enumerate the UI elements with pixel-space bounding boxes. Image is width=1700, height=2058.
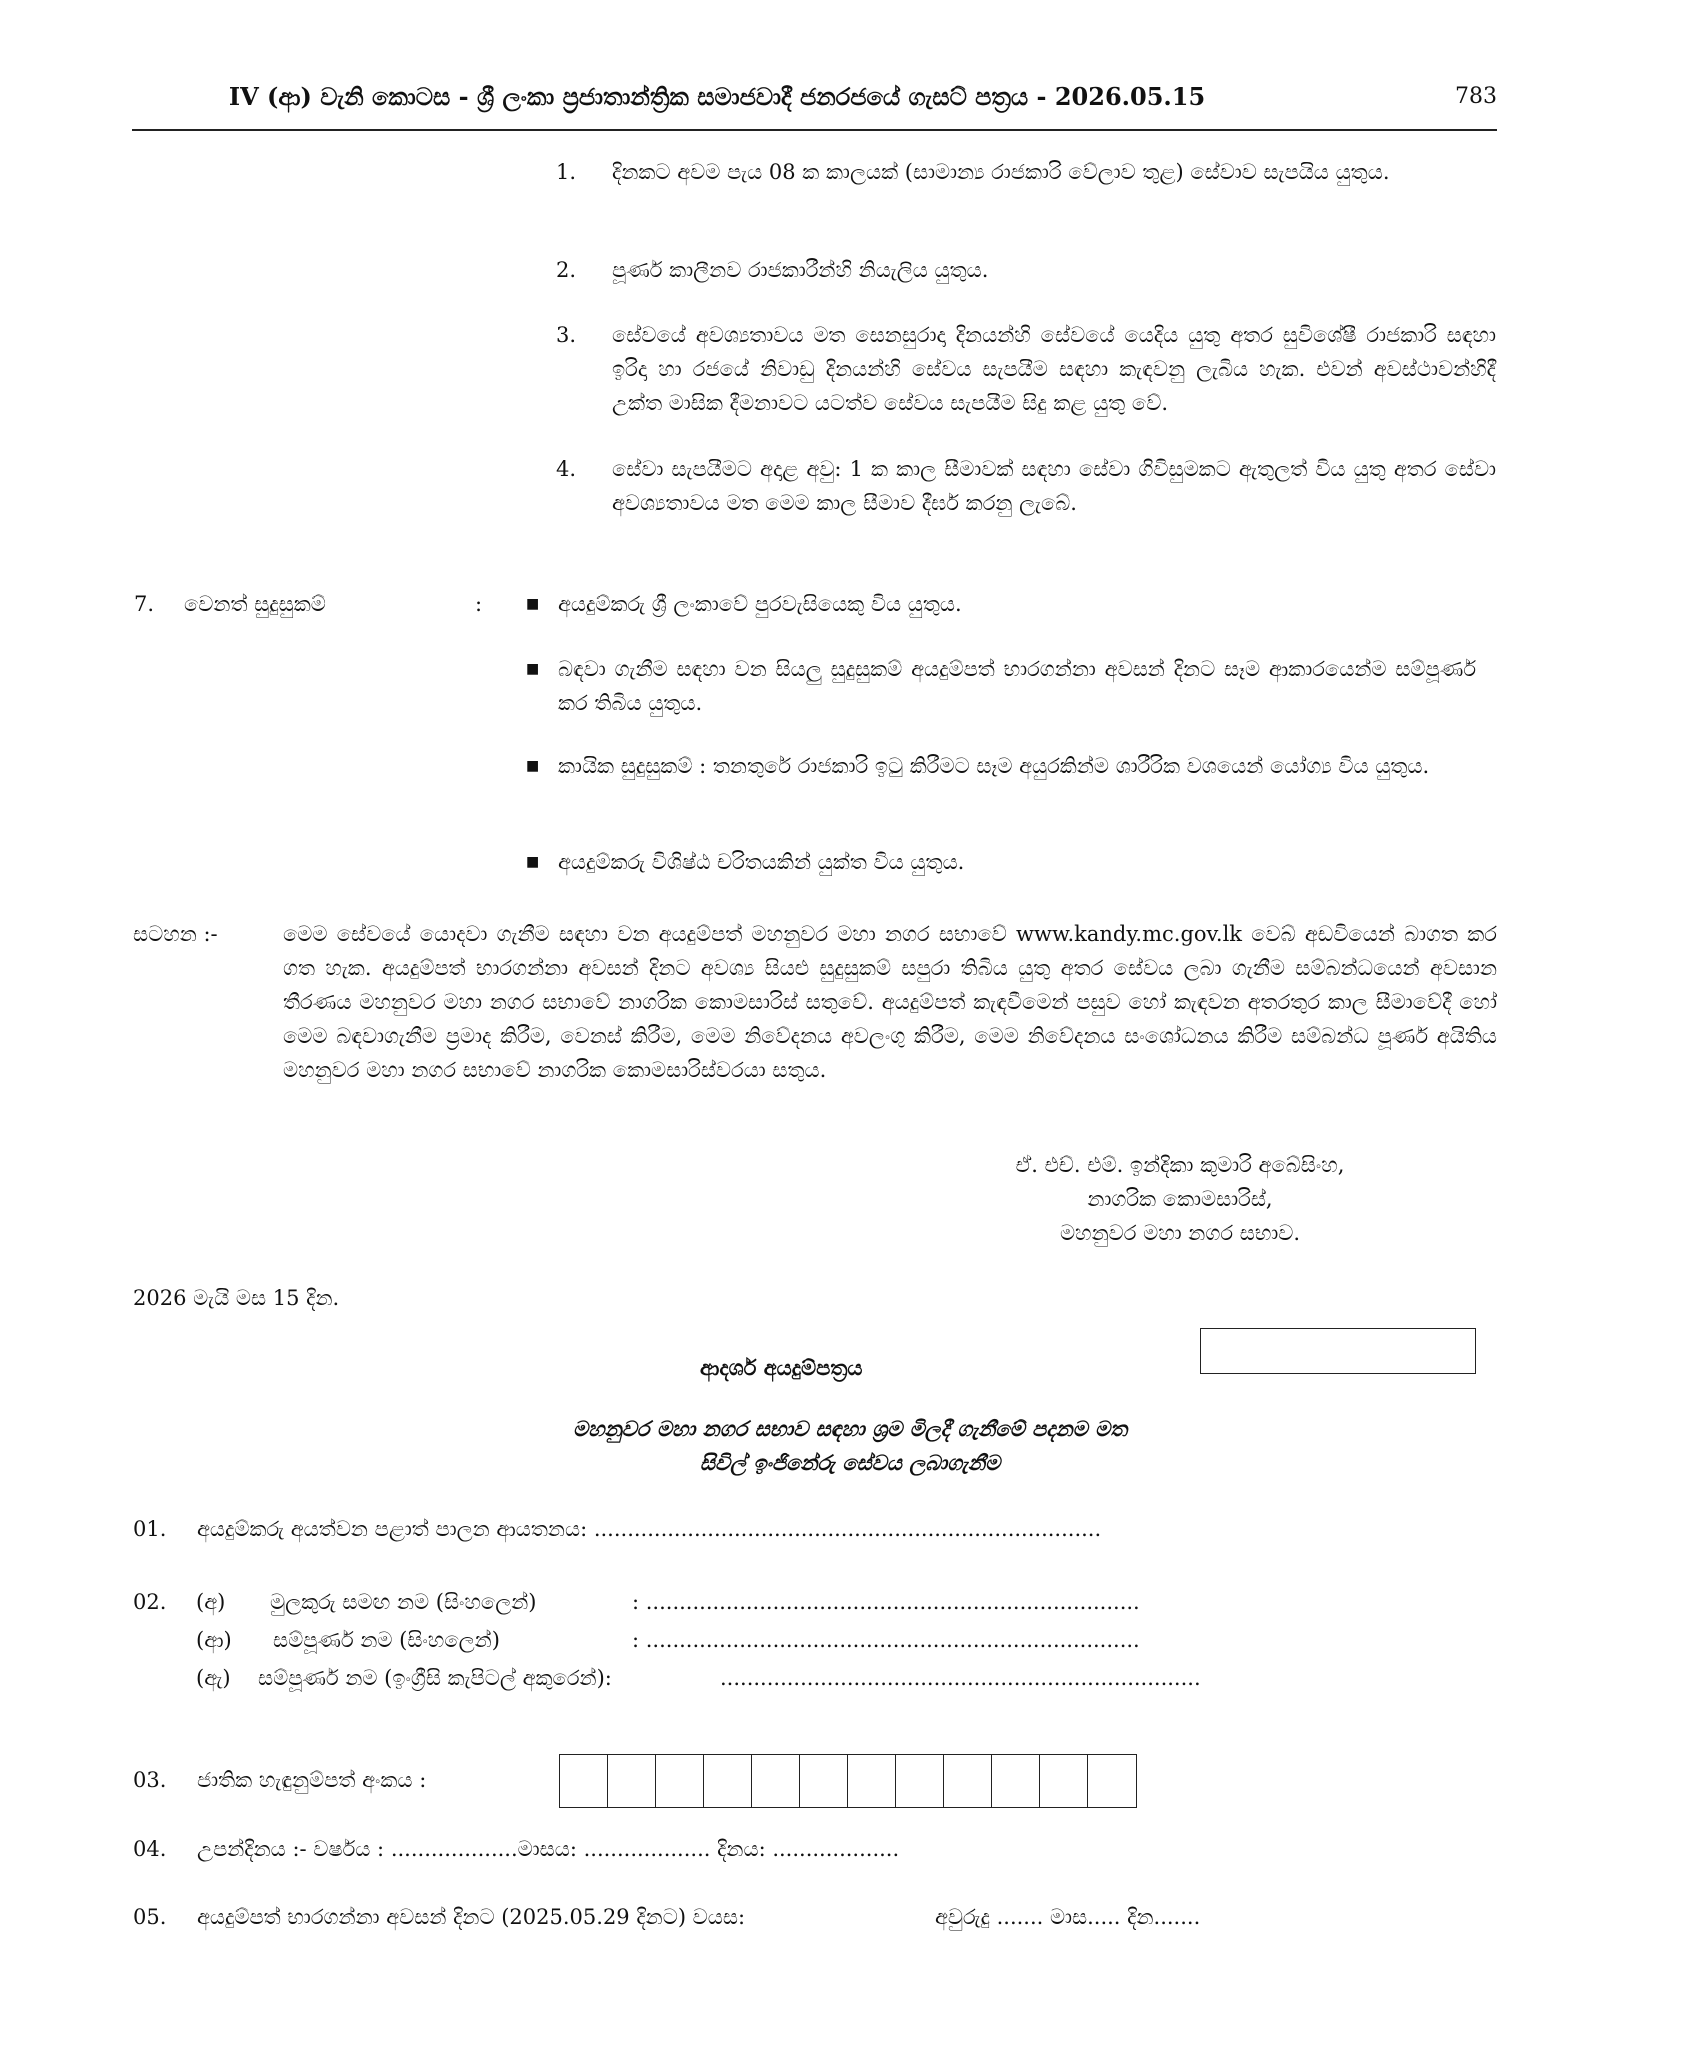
sub-item-letter: (ඇ) bbox=[196, 1666, 231, 1690]
qualification-text: අයදුම්කරු විශිෂ්ඨ චරිතයකින් යුක්ත විය යුතුය. bbox=[558, 850, 965, 874]
full-name-english-label: සම්පූර්ණ නම (ඉංග්‍රීසි කැපිටල් අකුරෙන්): bbox=[258, 1666, 612, 1690]
condition-number: 1. bbox=[556, 160, 577, 184]
condition-item bbox=[556, 155, 1496, 189]
name-with-initials-label: මුලකුරු සමඟ නම (සිංහලෙන්) bbox=[270, 1590, 537, 1614]
sub-item-letter: (ආ) bbox=[196, 1628, 232, 1652]
nic-digit-box[interactable] bbox=[560, 1755, 608, 1807]
question-number: 02. bbox=[133, 1590, 167, 1614]
section7-label: වෙනත් සුදුසුකම් bbox=[184, 592, 326, 616]
nic-number-boxes[interactable] bbox=[559, 1754, 1137, 1808]
nic-digit-box[interactable] bbox=[800, 1755, 848, 1807]
form-subtitle: මහනුවර මහා නගර සභාව සඳහා ශ්‍රම මිලදී ගැනීමේ පදනම මත bbox=[572, 1416, 1128, 1441]
qualification-text: කායික සුදුසුකම් : තනතුරේ රාජකාරි ඉටු කිරීමට සෑම අයුරකින්ම ශාරීරික වශයෙන් යෝග්‍ය විය යුතුය. bbox=[558, 754, 1430, 778]
nic-number-label: ජාතික හැඳුනුම්පත් අංකය : bbox=[197, 1768, 427, 1792]
question-number: 03. bbox=[133, 1768, 167, 1792]
condition-number: 3. bbox=[556, 323, 577, 347]
condition-number: 4. bbox=[556, 457, 577, 481]
form-title: ආදර්ශ අයදුම්පත්‍රය bbox=[700, 1355, 863, 1380]
question-number: 01. bbox=[133, 1517, 167, 1541]
office-use-box[interactable] bbox=[1200, 1328, 1476, 1374]
square-bullet-icon: ■ bbox=[526, 758, 540, 774]
nic-digit-box[interactable] bbox=[704, 1755, 752, 1807]
signatory-name: ඒ. එච්. එම්. ඉන්දිකා කුමාරි අබේසිංහ, bbox=[1015, 1153, 1345, 1177]
nic-digit-box[interactable] bbox=[656, 1755, 704, 1807]
nic-digit-box[interactable] bbox=[1040, 1755, 1088, 1807]
form-subtitle: සිවිල් ඉංජිනේරු සේවය ලබාගැනීම bbox=[699, 1450, 1001, 1475]
signatory-title: නාගරික කොමසාරිස්, bbox=[1087, 1187, 1273, 1211]
header-divider bbox=[132, 129, 1497, 131]
square-bullet-icon: ■ bbox=[526, 596, 540, 612]
date-of-birth-field[interactable]: උපන්දිනය :- වර්ෂය : ...................මාසය: ................... දිනය: ................... bbox=[197, 1837, 900, 1861]
full-name-sinhala-label: සම්පූර්ණ නම (සිංහලෙන්) bbox=[273, 1628, 500, 1652]
condition-item bbox=[556, 318, 1496, 420]
full-name-sinhala-field[interactable]: : .......................................................................... bbox=[632, 1628, 1140, 1652]
condition-text: සේවයේ අවශ්‍යතාවය මත සෙනසුරාදා දිනයන්හි සේවයේ යෙදිය යුතු අතර සුවිශේෂී රාජකාරි සඳහා ඉරිදා හා රජයේ නිවාඩු දිනයන්හි සේවය සැපයීම සඳහා කැඳවනු ලැබිය හැක. එවන් අවස්ථාවන්හිදී උක්ත මාසික දීමනාවට යටත්ව සේවය සැපයීම සිදු කළ යුතු වේ. bbox=[612, 323, 1496, 415]
condition-text: දිනකට අවම පැය 08 ක කාලයක් (සාමාන්‍ය රාජකාරි වේලාව තුළ) සේවාව සැපයිය යුතුය. bbox=[612, 160, 1390, 184]
nic-digit-box[interactable] bbox=[752, 1755, 800, 1807]
nic-digit-box[interactable] bbox=[992, 1755, 1040, 1807]
condition-number: 2. bbox=[556, 258, 577, 282]
full-name-english-field[interactable]: ........................................................................ bbox=[720, 1666, 1201, 1690]
qualification-text: බඳවා ගැනීම සඳහා වන සියලු සුදුසුකම් අයදුම්පත් භාරගන්නා අවසන් දිනට සෑම ආකාරයෙන්ම සම්පූර්ණ කර තිබිය යුතුය. bbox=[558, 657, 1476, 715]
note-label: සටහන :- bbox=[133, 922, 218, 946]
qualification-bullet bbox=[526, 845, 1476, 879]
nic-digit-box[interactable] bbox=[848, 1755, 896, 1807]
page-header-title: IV (ආ) වැනි කොටස - ශ්‍රී ලංකා ප්‍රජාතාන්ත්‍රික සමාජවාදී ජනරජයේ ගැසට් පත්‍රය - 2026.05.15 bbox=[228, 82, 1206, 111]
question-number: 04. bbox=[133, 1837, 167, 1861]
page-number: 783 bbox=[1455, 84, 1497, 109]
qualification-bullet bbox=[526, 587, 1476, 621]
section7-colon: : bbox=[475, 592, 483, 616]
age-field[interactable]: අවුරුදු ....... මාස..... දින....... bbox=[935, 1905, 1201, 1929]
condition-text: සේවා සැපයීමට අදාළ අවු: 1 ක කාල සීමාවක් සඳහා සේවා ගිවිසුමකට ඇතුලත් විය යුතු අතර සේවා අවශ්‍යතාවය මත මෙම කාල සීමාව දීර්ඝ කරනු ලැබේ. bbox=[612, 457, 1496, 515]
nic-digit-box[interactable] bbox=[1088, 1755, 1136, 1807]
section7-number: 7. bbox=[134, 592, 155, 616]
note-text: මෙම සේවයේ යොදවා ගැනීම සඳහා වන අයදුම්පත් මහනුවර මහා නගර සභාවේ www.kandy.mc.gov.lk වෙබ් අඩවියෙන් බාගත කර ගත හැක. අයදුම්පත් භාරගන්නා අවසන් දිනට අවශ්‍ය සියළු සුදුසුකම් සපුරා තිබිය යුතු අතර සේවය ලබා ගැනීම සම්බන්ධයෙන් අවසාන තීරණය මහනුවර මහා නගර සභාවේ නාගරික කොමසාරිස් සතුවේ. අයදුම්පත් කැඳවීමෙන් පසුව හෝ කැඳවන අතරතුර කාල සීමාවේදී හෝ මෙම බඳවාගැනීම ප්‍රමාද කිරීම, වෙනස් කිරීම, මෙම නිවේදනය අවලංගු කිරීම, මෙම නිවේදනය සංශෝධනය කිරීම සම්බන්ධ පූර්ණ අයිතිය මහනුවර මහා නගර සභාවේ නාගරික කොමසාරිස්වරයා සතුය. bbox=[283, 922, 1497, 1082]
nic-digit-box[interactable] bbox=[944, 1755, 992, 1807]
local-authority-field[interactable]: අයදුම්කරු අයත්වන පළාත් පාලන ආයතනය: ............................................................................ bbox=[197, 1517, 1102, 1541]
sub-item-letter: (අ) bbox=[196, 1590, 226, 1614]
condition-item bbox=[556, 452, 1496, 520]
name-with-initials-field[interactable]: : .......................................................................... bbox=[632, 1590, 1140, 1614]
qualification-bullet bbox=[526, 652, 1476, 720]
nic-digit-box[interactable] bbox=[896, 1755, 944, 1807]
signatory-organization: මහනුවර මහා නගර සභාව. bbox=[1059, 1221, 1301, 1245]
square-bullet-icon: ■ bbox=[526, 661, 540, 677]
notice-date: 2026 මැයි මස 15 දින. bbox=[133, 1286, 340, 1310]
qualification-text: අයදුම්කරු ශ්‍රී ලංකාවේ පුරවැසියෙකු විය යුතුය. bbox=[558, 592, 962, 616]
age-label: අයදුම්පත් භාරගන්නා අවසන් දිනට (2025.05.29 දිනට) වයස: bbox=[197, 1905, 746, 1929]
question-number: 05. bbox=[133, 1905, 167, 1929]
condition-text: පූර්ණ කාලීනව රාජකාරීන්හි නියැලිය යුතුය. bbox=[612, 258, 989, 282]
condition-item bbox=[556, 253, 1496, 287]
qualification-bullet bbox=[526, 749, 1476, 783]
square-bullet-icon: ■ bbox=[526, 854, 540, 870]
nic-digit-box[interactable] bbox=[608, 1755, 656, 1807]
